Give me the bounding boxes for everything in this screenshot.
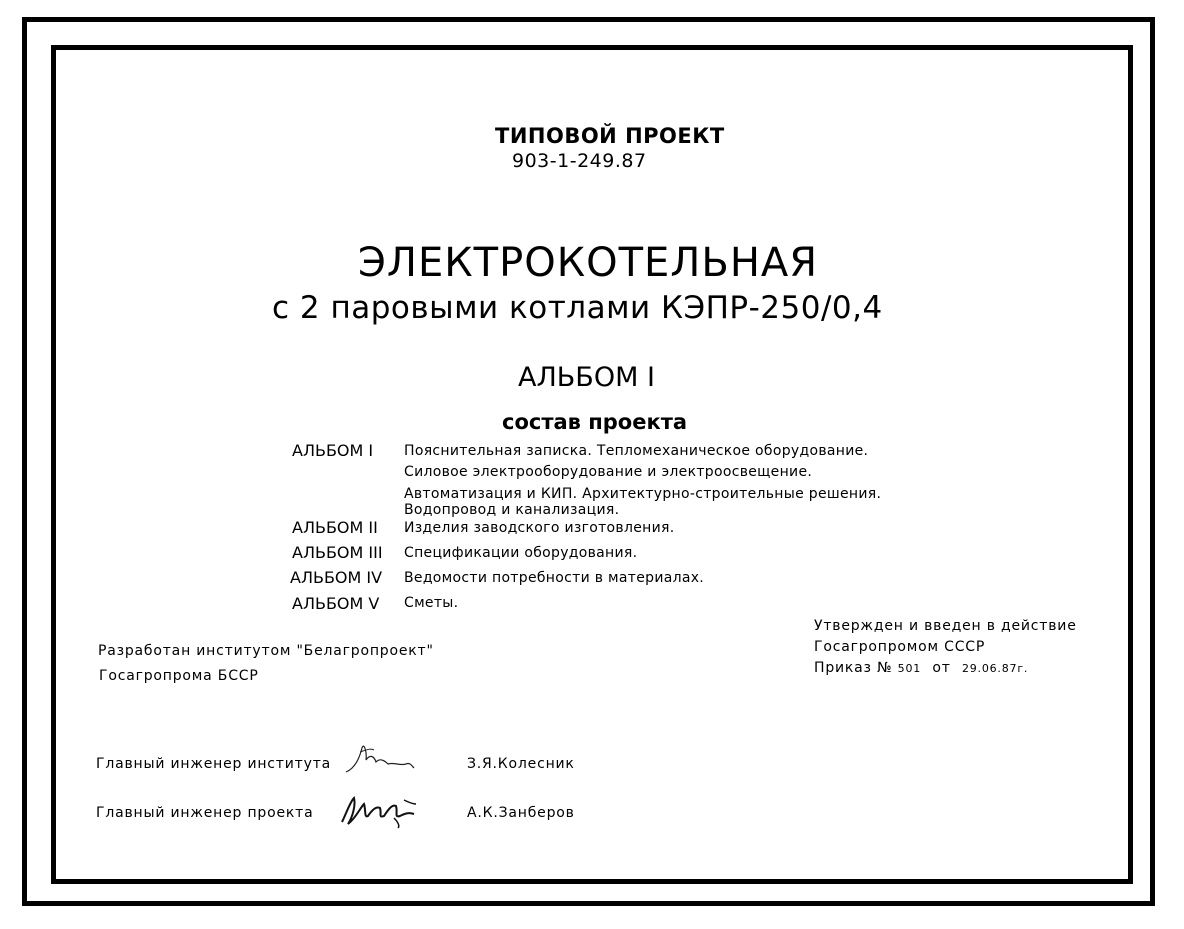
type-project-title: ТИПОВОЙ ПРОЕКТ xyxy=(495,124,725,148)
signature-role-1: Главный инженер института xyxy=(96,756,332,772)
approval-order xyxy=(814,660,1028,676)
order-label: Приказ № xyxy=(814,660,893,676)
album-3-line-1: Спецификации оборудования. xyxy=(404,545,638,561)
developer-line-2: Госагропрома БССР xyxy=(99,668,259,684)
album-1-line-1: Пояснительная записка. Тепломеханическое оборудование. xyxy=(404,443,869,459)
approval-line-1: Утвержден и введен в действие xyxy=(814,618,1077,634)
developer-line-1: Разработан институтом "Белагропроект" xyxy=(98,643,434,659)
signature-mark-1 xyxy=(340,738,420,778)
signature-mark-2 xyxy=(334,788,424,830)
album-3-label: АЛЬБОМ III xyxy=(292,543,383,562)
type-project-code: 903-1-249.87 xyxy=(512,150,647,172)
album-2-line-1: Изделия заводского изготовления. xyxy=(404,520,675,536)
order-number: 501 xyxy=(897,662,922,675)
album-title: АЛЬБОМ I xyxy=(518,362,655,393)
album-5-line-1: Сметы. xyxy=(404,595,459,611)
album-4-line-1: Ведомости потребности в материалах. xyxy=(404,570,705,586)
album-1-line-4: Водопровод и канализация. xyxy=(404,502,620,518)
main-title: ЭЛЕКТРОКОТЕЛЬНАЯ xyxy=(358,240,819,286)
album-1-line-3: Автоматизация и КИП. Архитектурно-строительные решения. xyxy=(404,486,882,502)
album-1-label: АЛЬБОМ I xyxy=(292,441,374,460)
subtitle: с 2 паровыми котлами КЭПР-250/0,4 xyxy=(272,290,883,326)
album-1-line-2: Силовое электрооборудование и электроосвещение. xyxy=(404,464,813,480)
signature-role-2: Главный инженер проекта xyxy=(96,805,314,821)
signature-name-1: З.Я.Колесник xyxy=(467,756,575,772)
composition-title: состав проекта xyxy=(502,410,688,434)
album-2-label: АЛЬБОМ II xyxy=(292,518,378,537)
signature-name-2: А.К.Занберов xyxy=(467,805,575,821)
album-5-label: АЛЬБОМ V xyxy=(292,594,380,613)
order-from: от xyxy=(932,660,951,676)
order-date: 29.06.87г. xyxy=(961,662,1029,675)
album-4-label: АЛЬБОМ IV xyxy=(290,568,383,587)
approval-line-2: Госагропромом СССР xyxy=(814,639,986,655)
